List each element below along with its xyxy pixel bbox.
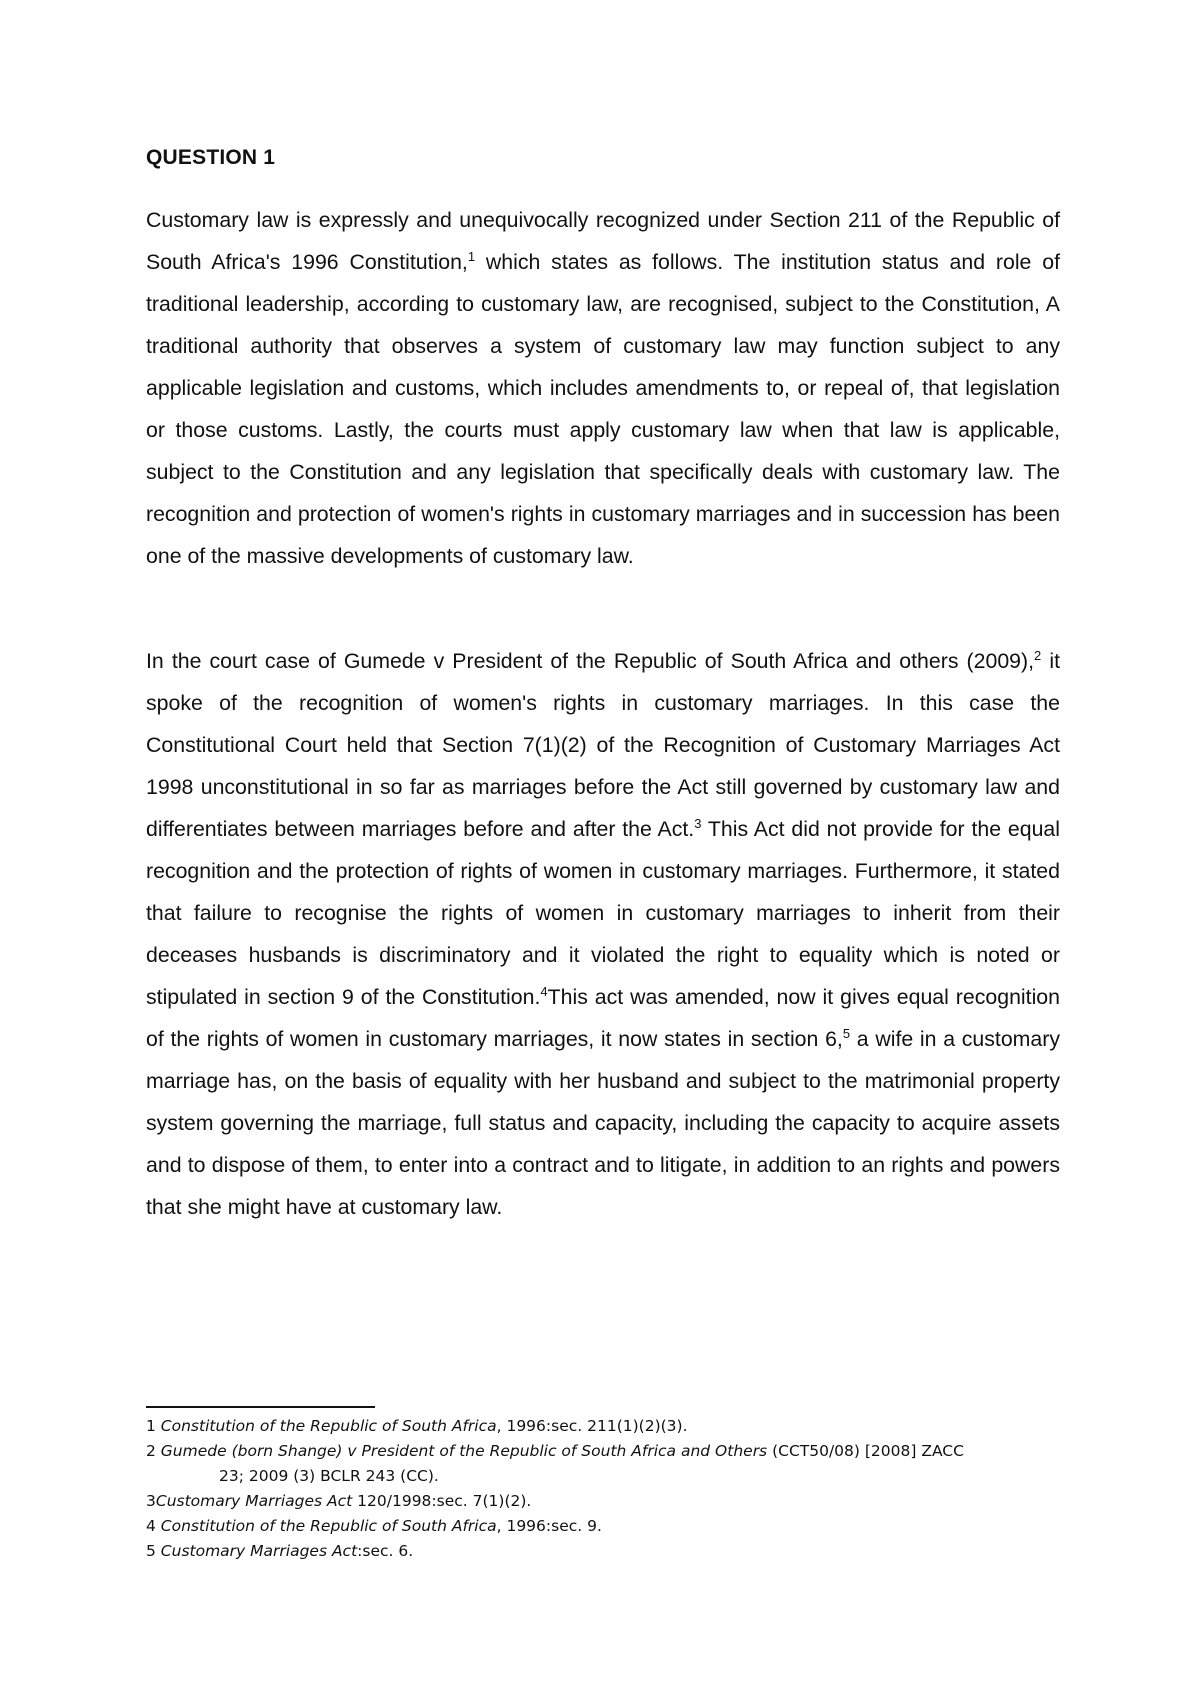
footnote-4 bbox=[146, 1514, 1076, 1539]
paragraph-2-text-d: This act was amended, now it gives equal recognition of the rights of women in customary marriages, it now states in section 6, bbox=[146, 985, 1060, 1051]
footnote-text: 23; 2009 (3) BCLR 243 (CC). bbox=[219, 1467, 439, 1485]
footnote-text: 120/1998:sec. 7(1)(2). bbox=[352, 1492, 532, 1510]
paragraph-2 bbox=[146, 640, 1060, 1228]
footnote-number: 5 bbox=[146, 1542, 161, 1560]
paragraph-1-text-a: Customary law is expressly and unequivocally recognized under Section 211 of the Republic of South Africa's 1996 Constitution, bbox=[146, 208, 1060, 274]
footnote-text: , 1996:sec. 9. bbox=[496, 1517, 602, 1535]
footnotes bbox=[146, 1414, 1076, 1564]
footnote-3 bbox=[146, 1489, 1076, 1514]
paragraph-2-text-a: In the court case of Gumede v President of the Republic of South Africa and others (2009), bbox=[146, 649, 1035, 673]
paragraph-1-text-b: which states as follows. The institution status and role of traditional leadership, according to customary law, are recognised, subject to the Constitution, A traditional authority that observes a system of customary law may function subject to any applicable legislation and customs, which includes amendments to, or repeal of, that legislation or those customs. Lastly, the courts must apply customary law when that law is applicable, subject to the Constitution and any legislation that specifically deals with customary law. The recognition and protection of women's rights in customary marriages and in succession has been one of the massive developments of customary law. bbox=[146, 250, 1060, 568]
footnote-text: :sec. 6. bbox=[357, 1542, 414, 1560]
paragraph-2-text-c: This Act did not provide for the equal recognition and the protection of rights of women in customary marriages. Furthermore, it stated that failure to recognise the rights of women in customary marriages to inherit from their deceases husbands is discriminatory and it violated the right to equality which is noted or stipulated in section 9 of the Constitution. bbox=[146, 817, 1060, 1009]
paragraph-2-text-e: a wife in a customary marriage has, on the basis of equality with her husband and subject to the matrimonial property system governing the marriage, full status and capacity, including the capacity to acquire assets and to dispose of them, to enter into a contract and to litigate, in addition to an rights and powers that she might have at customary law. bbox=[146, 1027, 1060, 1219]
question-heading: QUESTION 1 bbox=[146, 146, 276, 169]
footnote-2-continued bbox=[146, 1464, 1076, 1489]
footnote-ref-2: 2 bbox=[1034, 647, 1042, 663]
footnote-title: Customary Marriages Act bbox=[160, 1542, 358, 1560]
footnote-title: Constitution of the Republic of South Africa bbox=[160, 1417, 497, 1435]
footnote-ref-3: 3 bbox=[694, 815, 702, 831]
footnote-title: Customary Marriages Act bbox=[155, 1492, 353, 1510]
footnote-5 bbox=[146, 1539, 1076, 1564]
footnote-number: 3 bbox=[146, 1492, 156, 1510]
footnote-number: 1 bbox=[146, 1417, 161, 1435]
footnote-ref-5: 5 bbox=[842, 1025, 851, 1041]
footnote-ref-1: 1 bbox=[467, 248, 476, 264]
paragraph-1 bbox=[146, 199, 1060, 577]
footnote-number: 2 bbox=[146, 1442, 161, 1460]
footnote-1 bbox=[146, 1414, 1076, 1439]
footnote-title: Gumede (born Shange) v President of the Republic of South Africa and Others bbox=[160, 1442, 768, 1460]
footnote-2 bbox=[146, 1439, 1076, 1464]
footnote-ref-4: 4 bbox=[540, 983, 548, 999]
footnote-title: Constitution of the Republic of South Africa bbox=[160, 1517, 497, 1535]
footnote-separator bbox=[146, 1406, 375, 1408]
footnote-text: , 1996:sec. 211(1)(2)(3). bbox=[496, 1417, 688, 1435]
footnote-number: 4 bbox=[146, 1517, 161, 1535]
footnote-text: (CCT50/08) [2008] ZACC bbox=[767, 1442, 964, 1460]
paragraph-2-text-b: it spoke of the recognition of women's rights in customary marriages. In this case the Constitutional Court held that Section 7(1)(2) of the Recognition of Customary Marriages Act 1998 unconstitutional in so far as marriages before the Act still governed by customary law and differentiates between marriages before and after the Act. bbox=[146, 649, 1060, 841]
